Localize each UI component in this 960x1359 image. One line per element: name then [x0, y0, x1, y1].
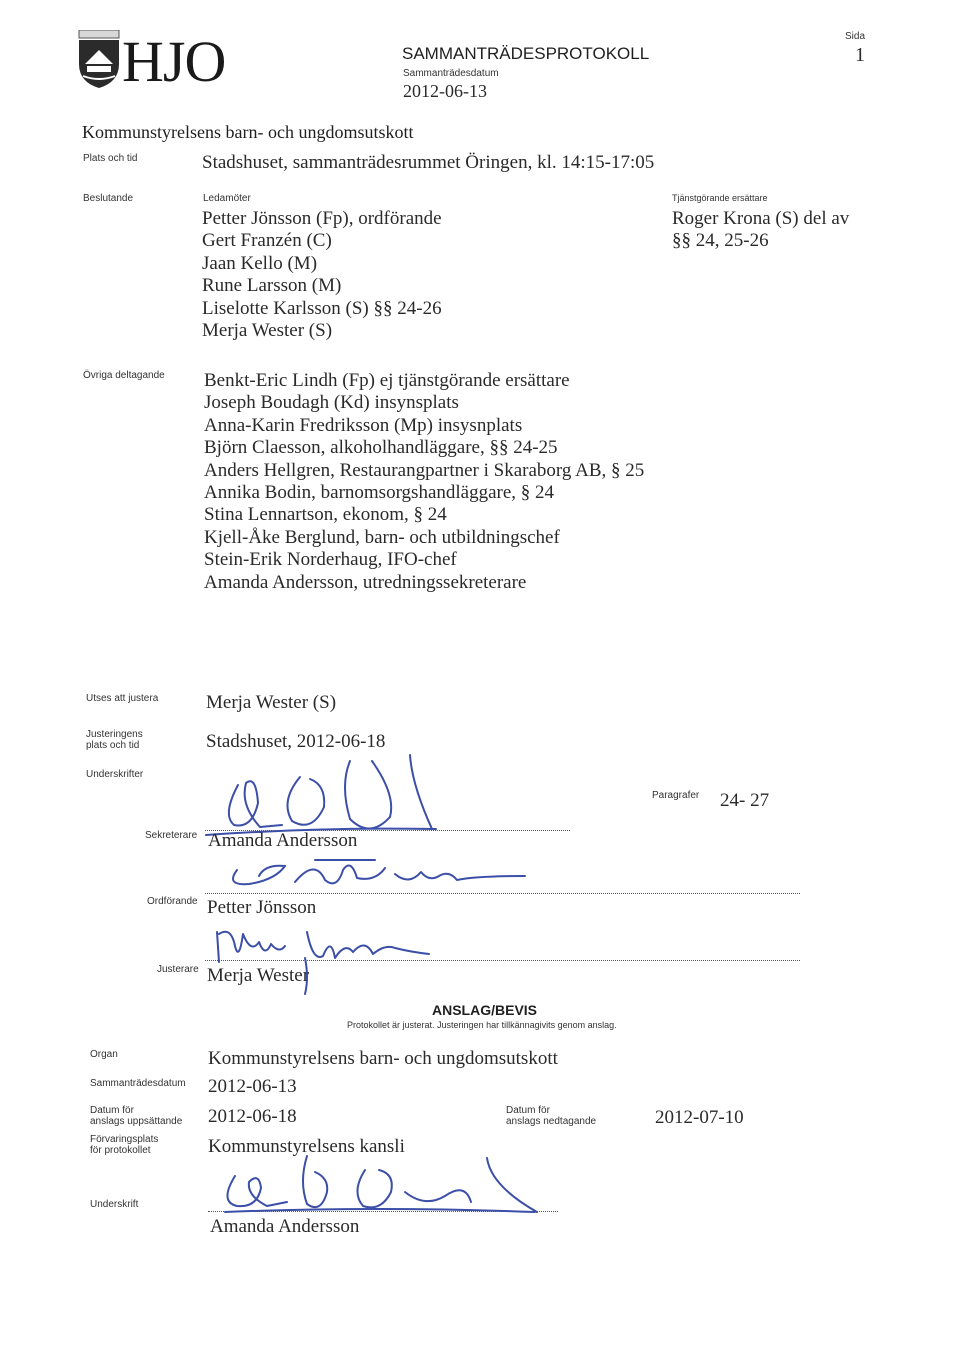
paragraphs-value: 24- 27 [720, 790, 770, 811]
participant-10: Amanda Andersson, utredningssekreterare [204, 571, 527, 593]
chair-label: Ordförande [147, 896, 198, 907]
notice-signature-name: Amanda Andersson [210, 1216, 360, 1237]
member-2: Gert Franzén (C) [202, 230, 332, 252]
storage-label-1: Förvaringsplats [90, 1134, 159, 1145]
storage-label-2: för protokollet [90, 1145, 151, 1156]
others-list [204, 370, 644, 594]
others-label: Övriga deltagande [83, 370, 165, 381]
adjuster-line [205, 960, 800, 961]
meeting-date: 2012-06-13 [403, 81, 487, 101]
posting-label-2: anslags uppsättande [90, 1116, 183, 1127]
substitutes-label: Tjänstgörande ersättare [672, 193, 768, 203]
signatures-label: Underskrifter [86, 769, 144, 780]
participant-8: Kjell-Åke Berglund, barn- och utbildningschef [204, 526, 560, 548]
chair-signature [225, 852, 535, 897]
notice-signature-line [208, 1211, 558, 1212]
substitute-1: Roger Krona (S) del av [672, 208, 850, 229]
secretary-label: Sekreterare [145, 830, 198, 841]
adjuster-label: Justerare [157, 964, 199, 975]
page-number: 1 [855, 44, 865, 66]
member-6: Merja Wester (S) [202, 320, 333, 342]
participant-7: Stina Lennartson, ekonom, § 24 [204, 504, 447, 526]
member-3: Jaan Kello (M) [202, 252, 318, 274]
removal-label-1: Datum för [506, 1105, 550, 1116]
posting-label-1: Datum för [90, 1105, 134, 1116]
substitute-2: §§ 24, 25-26 [672, 230, 769, 252]
removal-value: 2012-07-10 [655, 1107, 744, 1128]
participant-3: Anna-Karin Fredriksson (Mp) insysnplats [204, 414, 523, 436]
meeting-date-label: Sammanträdesdatum [403, 68, 499, 79]
participant-9: Stein-Erik Norderhaug, IFO-chef [204, 549, 457, 571]
member-5: Liselotte Karlsson (S) §§ 24-26 [202, 297, 442, 319]
place-time-value: Stadshuset, sammanträdesrummet Öringen, kl. 14:15-17:05 [202, 152, 655, 173]
notice-date-value: 2012-06-13 [208, 1076, 297, 1097]
appointed-label: Utses att justera [86, 693, 159, 704]
participant-4: Björn Claesson, alkoholhandläggare, §§ 24-25 [204, 437, 558, 459]
member-4: Rune Larsson (M) [202, 275, 342, 297]
participant-6: Annika Bodin, barnomsorgshandläggare, § 24 [204, 482, 555, 504]
members-label: Ledamöter [203, 193, 251, 204]
participant-5: Anders Hellgren, Restaurangpartner i Skaraborg AB, § 25 [204, 459, 645, 481]
chair-line [205, 893, 800, 894]
deciding-label: Beslutande [83, 193, 134, 204]
page-label: Sida [845, 31, 866, 42]
participant-1: Benkt-Eric Lindh (Fp) ej tjänstgörande ersättare [204, 370, 570, 391]
adjust-place-value: Stadshuset, 2012-06-18 [206, 731, 386, 752]
logo-text: HJO [122, 29, 226, 94]
adjust-place-label-2: plats och tid [86, 740, 140, 751]
secretary-name: Amanda Andersson [208, 830, 358, 851]
adjust-place-label-1: Justeringens [86, 729, 143, 740]
participant-2: Joseph Boudagh (Kd) insynsplats [204, 392, 459, 414]
removal-label-2: anslags nedtagande [506, 1116, 597, 1127]
paragraphs-label: Paragrafer [652, 790, 700, 801]
chair-name: Petter Jönsson [207, 897, 317, 918]
storage-value: Kommunstyrelsens kansli [208, 1136, 405, 1157]
members-list [202, 208, 442, 342]
member-1: Petter Jönsson (Fp), ordförande [202, 208, 442, 229]
notice-signature-label: Underskrift [90, 1199, 139, 1210]
organ-label: Organ [90, 1049, 118, 1060]
appointed-value: Merja Wester (S) [206, 692, 337, 713]
notice-subtitle: Protokollet är justerat. Justeringen har tillkännagivits genom anslag. [347, 1020, 617, 1030]
notice-title: ANSLAG/BEVIS [432, 1002, 538, 1018]
posting-value: 2012-06-18 [208, 1106, 297, 1127]
committee-title: Kommunstyrelsens barn- och ungdomsutskott [82, 122, 414, 142]
adjuster-name: Merja Wester [207, 965, 310, 986]
place-time-label: Plats och tid [83, 153, 138, 164]
coat-of-arms-icon [77, 30, 121, 90]
protocol-title: SAMMANTRÄDESPROTOKOLL [402, 44, 650, 63]
organ-value: Kommunstyrelsens barn- och ungdomsutskott [208, 1048, 558, 1069]
notice-date-label: Sammanträdesdatum [90, 1078, 186, 1089]
substitutes-list [672, 208, 849, 253]
